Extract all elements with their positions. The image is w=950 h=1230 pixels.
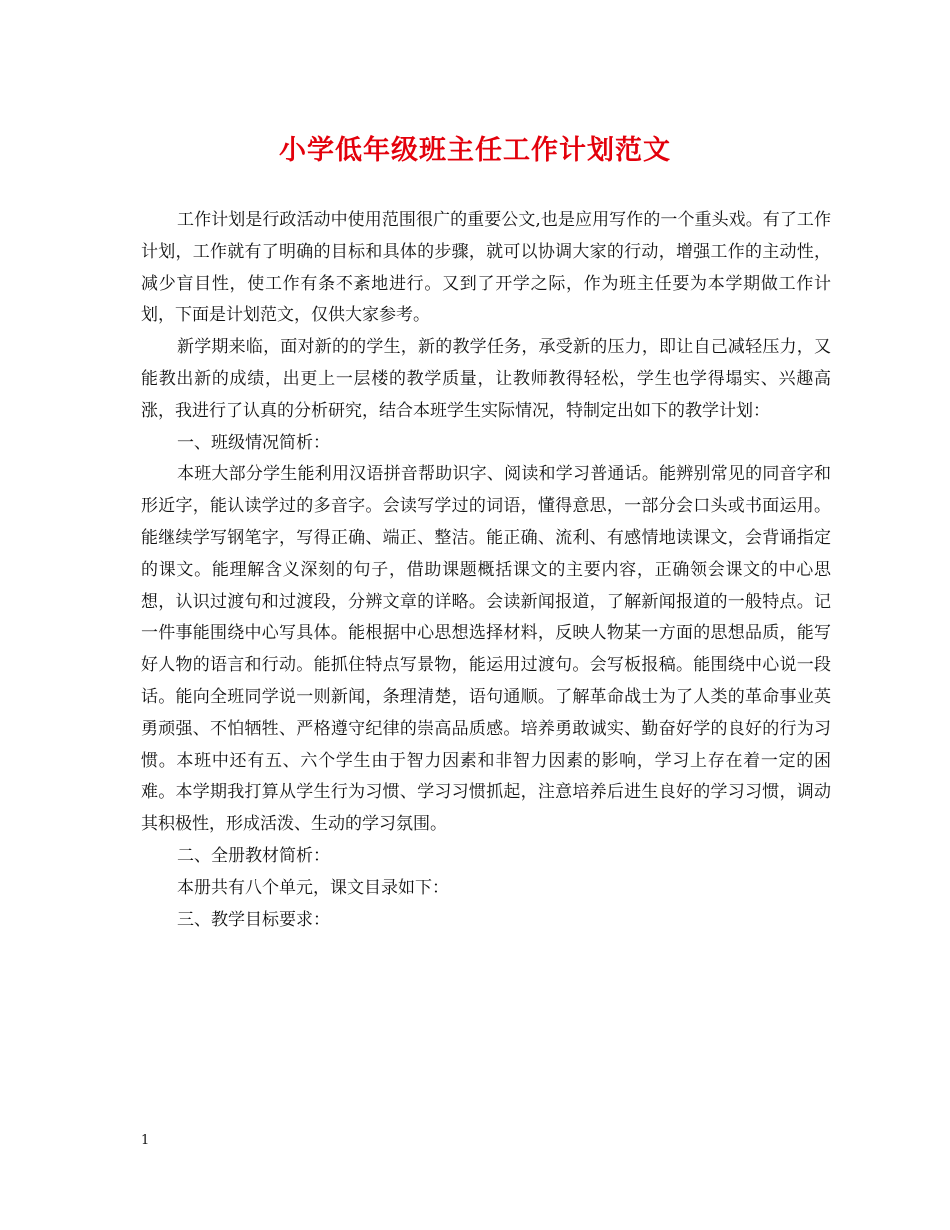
- paragraph-textbook-units: 本册共有八个单元，课文目录如下：: [177, 877, 449, 898]
- paragraph-new-semester: 新学期来临，面对新的的学生，新的教学任务，承受新的压力，即让自己减轻压力，又能教出新的成绩，出更上一层楼的教学质量，让教师教得轻松，学生也学得塌实、兴趣高涨，我进行了认真的分析研究，结合本班学生实际情况，特制定出如下的教学计划：: [141, 337, 831, 421]
- document-title: 小学低年级班主任工作计划范文: [279, 135, 671, 166]
- heading-teaching-goals: 三、教学目标要求：: [177, 909, 330, 930]
- document-body: [141, 205, 831, 936]
- paragraph-class-analysis: 本班大部分学生能利用汉语拼音帮助识字、阅读和学习普通话。能辨别常见的同音字和形近字，能认读学过的多音字。会读写学过的词语，懂得意思，一部分会口头或书面运用。能继续学写钢笔字，写得正确、端正、整洁。能正确、流利、有感情地读课文，会背诵指定的课文。能理解含义深刻的句子，借助课题概括课文的主要内容，正确领会课文的中心思想，认识过渡句和过渡段，分辨文章的详略。会读新闻报道，了解新闻报道的一般特点。记一件事能围绕中心写具体。能根据中心思想选择材料，反映人物某一方面的思想品质，能写好人物的语言和行动。能抓住特点写景物，能运用过渡句。会写板报稿。能围绕中心说一段话。能向全班同学说一则新闻，条理清楚，语句通顺。了解革命战士为了人类的革命事业英勇顽强、不怕牺牲、严格遵守纪律的崇高品质感。培养勇敢诚实、勤奋好学的良好的行为习惯。本班中还有五、六个学生由于智力因素和非智力因素的影响，学习上存在着一定的困难。本学期我打算从学生行为习惯、学习习惯抓起，注意培养后进生良好的学习习惯，调动其积极性，形成活泼、生动的学习氛围。: [141, 464, 831, 835]
- heading-textbook-analysis: 二、全册教材简析：: [177, 845, 330, 866]
- page-number: 1: [141, 1133, 150, 1148]
- paragraph-intro: 工作计划是行政活动中使用范围很广的重要公文,也是应用写作的一个重头戏。有了工作计划，工作就有了明确的目标和具体的步骤，就可以协调大家的行动，增强工作的主动性，减少盲目性，使工作有条不紊地进行。又到了开学之际，作为班主任要为本学期做工作计划，下面是计划范文，仅供大家参考。: [141, 210, 831, 326]
- heading-class-analysis: 一、班级情况简析：: [177, 432, 330, 453]
